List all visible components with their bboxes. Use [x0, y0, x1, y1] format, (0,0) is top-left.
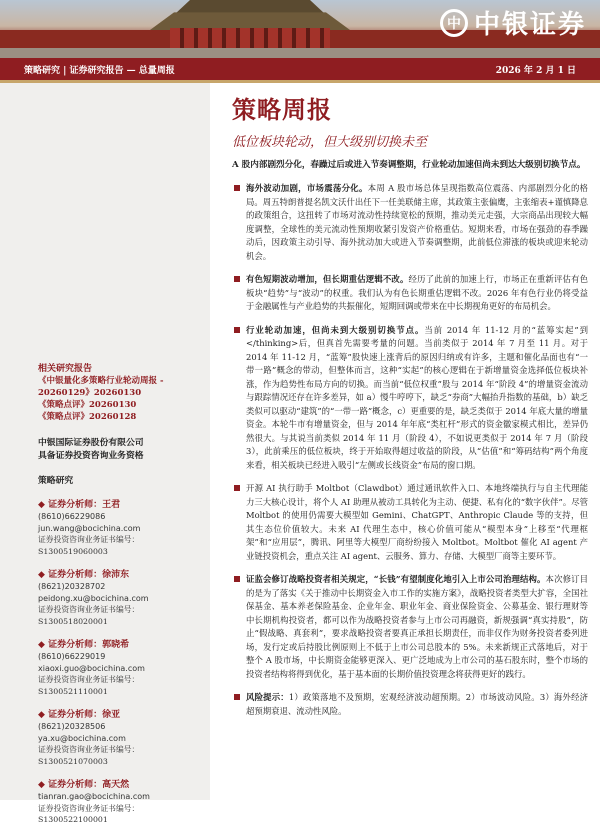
- key-point-text: 经历了此前的加速上行，市场正在重新评估有色板块“趋势”与“波动”的权重。我们认为有色长期重估逻辑不改。2026 年有色行业仍将受益于金融属性与产业趋势的共振催化，短期回调或带来在中长期视角更好的布局机会。: [246, 274, 589, 311]
- key-point-text: 开源 AI 执行助手 Moltbot（Clawdbot）通过通讯软件入口、本地终端执行与自主代理能力三大核心设计，将个人 AI 助理从被动工具转化为主动、便捷、私有化的“数字伙伴”。尽管 Moltbot 的使用仍需要大模型如 Gemini、ChatGPT、Anthropic Claude 等的支持，但其生态位价值较大。未来 AI 代理生态中，核心价值可能从“模型本身”上移至“代理框架”和“应用层”，腾讯、阿里等大模型厂商纷纷接入 Moltbot。Moltbot 催化 AI agent 产业链投资机会，重点关注 AI agent、云服务、算力、存储、大模型厂商等主要环节。: [246, 483, 588, 561]
- analyst-name: 证券分析师：王君: [48, 500, 121, 510]
- palace-roof-upper: [175, 0, 325, 14]
- risk-warning: [232, 691, 588, 718]
- key-point: [232, 324, 588, 473]
- report-summary: A 股内部剧烈分化，春躁过后或进入节奏调整期，行业轮动加速但尚未到达大级别切换节点。: [232, 160, 586, 170]
- key-point: [232, 182, 588, 263]
- analyst-card: [38, 639, 208, 697]
- bullet-icon: ◆: [38, 710, 49, 720]
- key-point-lead: 行业轮动加速，但尚未到大级别切换节点。: [246, 324, 425, 335]
- research-section: 策略研究: [38, 476, 74, 486]
- brand-name: 中银证券: [473, 10, 586, 40]
- sidebar-content: [38, 363, 208, 826]
- key-point-lead: 海外波动加剧，市场震荡分化。: [246, 183, 368, 193]
- key-point-lead: 有色短期波动增加，但长期重估逻辑不改。: [246, 274, 409, 284]
- related-report-link[interactable]: 《策略点评》20260130: [38, 400, 137, 410]
- bullet-icon: ◆: [38, 500, 49, 510]
- report-subtitle: 低位板块轮动，但大级别切换未至: [232, 135, 428, 150]
- analyst-name: 证券分析师：郭晓希: [48, 640, 130, 650]
- brand: [440, 4, 586, 41]
- related-report-link[interactable]: 《中银量化多策略行业轮动周报 - 20260129》20260130: [38, 376, 164, 398]
- analyst-cert: 证券投资咨询业务证书编号：S1300518020001: [38, 605, 140, 626]
- analyst-phone: (8621)20328702: [38, 582, 106, 591]
- analyst-email[interactable]: tianran.gao@bocichina.com: [38, 792, 150, 801]
- related-report-link[interactable]: 《策略点评》20260128: [38, 412, 137, 422]
- analyst-name: 证券分析师：高天然: [48, 780, 130, 790]
- palace-plaza: [0, 48, 600, 58]
- analyst-email[interactable]: jun.wang@bocichina.com: [38, 523, 141, 533]
- key-point-lead: 证监会修订战略投资者相关规定，“长钱”有望制度化地引入上市公司治理结构。: [246, 574, 546, 584]
- key-point: [232, 482, 588, 563]
- report-title: 策略周报: [232, 95, 332, 124]
- analyst-name: 证券分析师：徐沛东: [48, 570, 130, 580]
- main-content: [232, 90, 588, 718]
- risk-warning-lead: 风险提示：: [246, 692, 289, 702]
- key-point-text: 本次修订目的是为了落实《关于推动中长期资金入市工作的实施方案》，战略投资者类型大扩容，全国社保基金、基本养老保险基金、企业年金、职业年金、商业保险资金、公募基金、银行理财等中长期机构投资者，都可以作为战略投资者参与上市公司再融资，新规强调“真实持股”，防止“假战略、真套利”，要求战略投资者要真正承担长期责任，而非仅作为财务投资者委列进场，发行定或后持股比例原则上不低于上市公司总股本的 5%。未来新规正式落地后，对于整个 A 股市场，中长期资金能够更深入、更广泛地成为上市公司的基石股东时，整个市场的投资者结构将得到优化，基于基本面的长期价值投资理念将获得更好的践行。: [246, 574, 588, 679]
- key-point: [232, 273, 588, 314]
- bullet-icon: ◆: [38, 780, 49, 790]
- company-name: 中银国际证券股份有限公司 具备证券投资咨询业务资格: [38, 438, 144, 461]
- sidebar: [0, 83, 210, 824]
- analyst-name: 证券分析师：徐亚: [48, 710, 121, 720]
- report-category: 策略研究 | 证券研究报告 — 总量周报: [24, 65, 175, 76]
- related-reports-title: 相关研究报告: [38, 364, 93, 374]
- analyst-phone: (8610)66229019: [38, 652, 106, 661]
- analyst-card: [38, 569, 208, 627]
- analyst-cert: 证券投资咨询业务证书编号：S1300519060003: [38, 535, 140, 556]
- header-banner: [0, 0, 600, 58]
- analyst-email[interactable]: ya.xu@bocichina.com: [38, 733, 126, 743]
- analyst-cert: 证券投资咨询业务证书编号：S1300522100001: [38, 803, 140, 824]
- risk-warning-text: 1）政策落地不及预期，宏观经济波动超预期。2）市场波动风险。3）海外经济超预期衰退、流动性风险。: [246, 692, 589, 716]
- key-point-text: 本周 A 股市场总体呈现指数高位震荡、内部剧烈分化的格局。周五特朗普提名凯文沃什出任下一任美联储主席，其政策主张偏鹰，主张缩表+谨慎降息的政策组合，这扭转了市场对流动性持续宽松的预期，推动美元走强，大宗商品出现较大幅度调整，全球性的美元流动性预期收紧引发资产价格重估。短期来看，市场在强劲的春季躁动后，因政策主动引导、海外扰动加大或进入节奏调整期，此前低位滞涨的板块或迎来轮动机会。: [246, 183, 589, 261]
- bullet-icon: ◆: [38, 640, 49, 650]
- bank-logo-icon: 中: [440, 9, 468, 37]
- analyst-phone: (8621)20328506: [38, 722, 106, 731]
- report-header-bar: [0, 58, 600, 80]
- key-point: [232, 573, 588, 681]
- analyst-cert: 证券投资咨询业务证书编号：S1300521110001: [38, 675, 140, 696]
- report-date: 2026 年 2 月 1 日: [495, 65, 576, 76]
- analyst-cert: 证券投资咨询业务证书编号：S1300521070003: [38, 745, 140, 766]
- analyst-email[interactable]: xiaoxi.guo@bocichina.com: [38, 663, 145, 673]
- bullet-icon: ◆: [38, 570, 49, 580]
- analyst-card: [38, 709, 208, 767]
- analyst-card: [38, 499, 208, 557]
- analyst-card: [38, 779, 208, 826]
- analyst-phone: (8610)66229086: [38, 512, 106, 521]
- key-point-text: 当前 2014 年 11-12 月的“蓝筹实起”到</thinking>后，但真首先需要考量的问题。当前类似于 2014 年 7 月至 11 月。对于 2014 年 11-12 月，“蓝筹”股快速上涨背后的原因归纳或有许多，主题和催化品面也有“一带一路”概念的带动，但整体而言，这种“实起”的核心逻辑在于新增量资金选择低位板块补涨，作为趋势性布局方向的切换。而当前“低位权重”股与 2014 年“阶段 4”的增量资金流动与跟踪情况还存在许多差异，如 a）慢牛哼哼下，缺乏“券商”大幅抬升指数的基础，b）缺乏类似可以驱动“建筑”的“一带一路”概念，c）更重要的是，缺乏类似于 2014 年底大量的增量资金。本轮牛市有增量资金，但与 2014 年年底“类杠杆”形式的资金徽家模式相比，差异仍然很大。与其说当前类似 2014 年 11 月（阶段 4），不如说更类似于 2014 年 7 月（阶段 3），此前乘压的低位板块，终于开始取得超过收益的阶段，从“估值”和“筹码结构”两个角度来看，相关板块已经进入吸引“左侧或长线资金”布局的窗口期。: [246, 324, 589, 470]
- analyst-email[interactable]: peidong.xu@bocichina.com: [38, 593, 149, 603]
